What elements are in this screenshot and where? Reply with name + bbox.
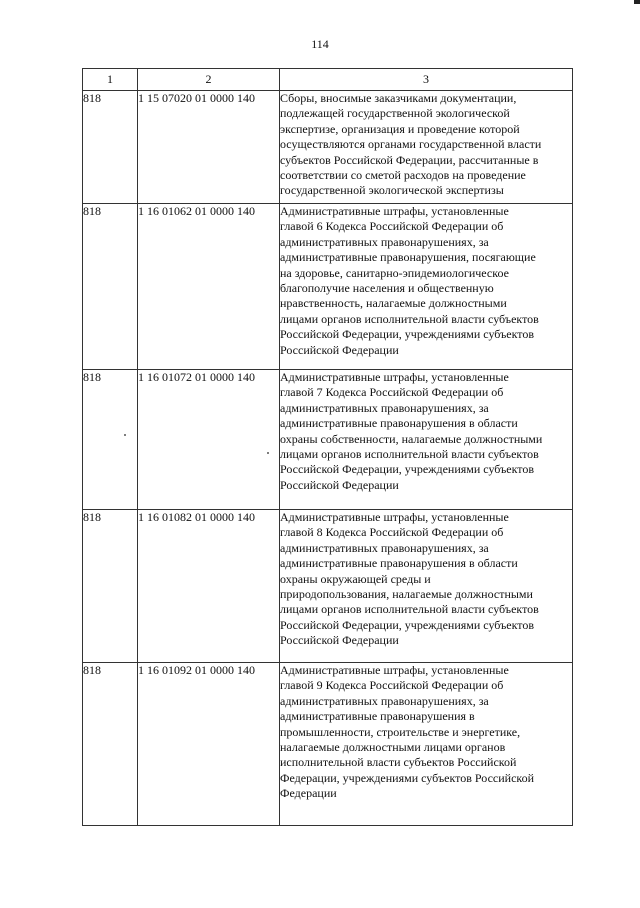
description-line: Российской Федерации, учреждениями субъектов xyxy=(280,462,535,477)
table-row xyxy=(83,204,573,370)
page-number: 114 xyxy=(311,37,329,51)
description-line: охраны окружающей среды и xyxy=(280,571,431,586)
description-cell xyxy=(280,204,573,370)
table-row xyxy=(83,510,573,663)
admin-code-cell: 818 xyxy=(83,91,138,204)
description-line: на здоровье, санитарно-эпидемиологическое xyxy=(280,265,509,280)
description-line: административных правонарушениях, за xyxy=(280,234,489,249)
description-line: Административные штрафы, установленные xyxy=(280,204,509,218)
description-line: Российской Федерации, учреждениями субъектов xyxy=(280,617,535,632)
description-line: Административные штрафы, установленные xyxy=(280,510,509,524)
revenue-codes-table xyxy=(82,68,573,826)
header-col-2: 2 xyxy=(138,69,280,91)
description-line: государственной экологической экспертизы xyxy=(280,183,504,198)
description-cell xyxy=(280,370,573,510)
description-line: экспертизе, организация и проведение которой xyxy=(280,121,520,136)
description-line: благополучие населения и общественную xyxy=(280,281,494,296)
scan-speck xyxy=(124,434,126,436)
description-line: Российской Федерации xyxy=(280,342,399,357)
description-line: административные правонарушения в области xyxy=(280,556,518,571)
description-line: административные правонарушения в xyxy=(280,709,475,724)
description-line: лицами органов исполнительной власти субъектов xyxy=(280,602,539,617)
description-cell xyxy=(280,663,573,826)
description-cell xyxy=(280,91,573,204)
description-cell xyxy=(280,510,573,663)
description-line: охраны собственности, налагаемые должностными xyxy=(280,431,543,446)
description-line: главой 8 Кодекса Российской Федерации об xyxy=(280,525,504,540)
scan-speck xyxy=(267,452,269,454)
kbk-code-cell: 1 16 01062 01 0000 140 xyxy=(138,204,280,370)
admin-code-cell: 818 xyxy=(83,370,138,510)
admin-code-cell: 818 xyxy=(83,204,138,370)
kbk-code-cell: 1 15 07020 01 0000 140 xyxy=(138,91,280,204)
description-line: исполнительной власти субъектов Российской xyxy=(280,755,517,770)
description-line: главой 7 Кодекса Российской Федерации об xyxy=(280,385,504,400)
description-line: Административные штрафы, установленные xyxy=(280,370,509,384)
description-line: административные правонарушения в области xyxy=(280,416,518,431)
kbk-code-cell: 1 16 01082 01 0000 140 xyxy=(138,510,280,663)
description-line: соответствии со сметой расходов на проведение xyxy=(280,168,526,183)
description-line: административные правонарушения, посягающие xyxy=(280,250,536,265)
description-line: подлежащей государственной экологической xyxy=(280,106,510,121)
description-line: административных правонарушениях, за xyxy=(280,693,489,708)
header-col-3: 3 xyxy=(280,69,573,91)
description-line: промышленности, строительстве и энергетике, xyxy=(280,724,521,739)
description-line: Административные штрафы, установленные xyxy=(280,663,509,677)
admin-code-cell: 818 xyxy=(83,663,138,826)
description-line: Российской Федерации xyxy=(280,477,399,492)
description-line: нравственность, налагаемые должностными xyxy=(280,296,507,311)
description-line: главой 6 Кодекса Российской Федерации об xyxy=(280,219,504,234)
scan-corner-mark xyxy=(634,0,640,4)
description-line: Федерации, учреждениями субъектов Российской xyxy=(280,770,535,785)
description-line: главой 9 Кодекса Российской Федерации об xyxy=(280,678,504,693)
table-row xyxy=(83,370,573,510)
kbk-code-cell: 1 16 01092 01 0000 140 xyxy=(138,663,280,826)
description-line: административных правонарушениях, за xyxy=(280,540,489,555)
description-line: Российской Федерации, учреждениями субъектов xyxy=(280,327,535,342)
description-line: лицами органов исполнительной власти субъектов xyxy=(280,447,539,462)
description-line: налагаемые должностными лицами органов xyxy=(280,740,506,755)
table-header-row xyxy=(83,69,573,91)
table-row xyxy=(83,91,573,204)
kbk-code-cell: 1 16 01072 01 0000 140 xyxy=(138,370,280,510)
description-line: природопользования, налагаемые должностными xyxy=(280,587,533,602)
description-line: Российской Федерации xyxy=(280,633,399,648)
description-line: административных правонарушениях, за xyxy=(280,400,489,415)
header-col-1: 1 xyxy=(83,69,138,91)
admin-code-cell: 818 xyxy=(83,510,138,663)
description-line: осуществляются органами государственной власти xyxy=(280,137,542,152)
description-line: Федерации xyxy=(280,786,337,801)
description-line: субъектов Российской Федерации, рассчитанные в xyxy=(280,152,539,167)
table-row xyxy=(83,663,573,826)
description-line: Сборы, вносимые заказчиками документации, xyxy=(280,91,517,105)
description-line: лицами органов исполнительной власти субъектов xyxy=(280,311,539,326)
